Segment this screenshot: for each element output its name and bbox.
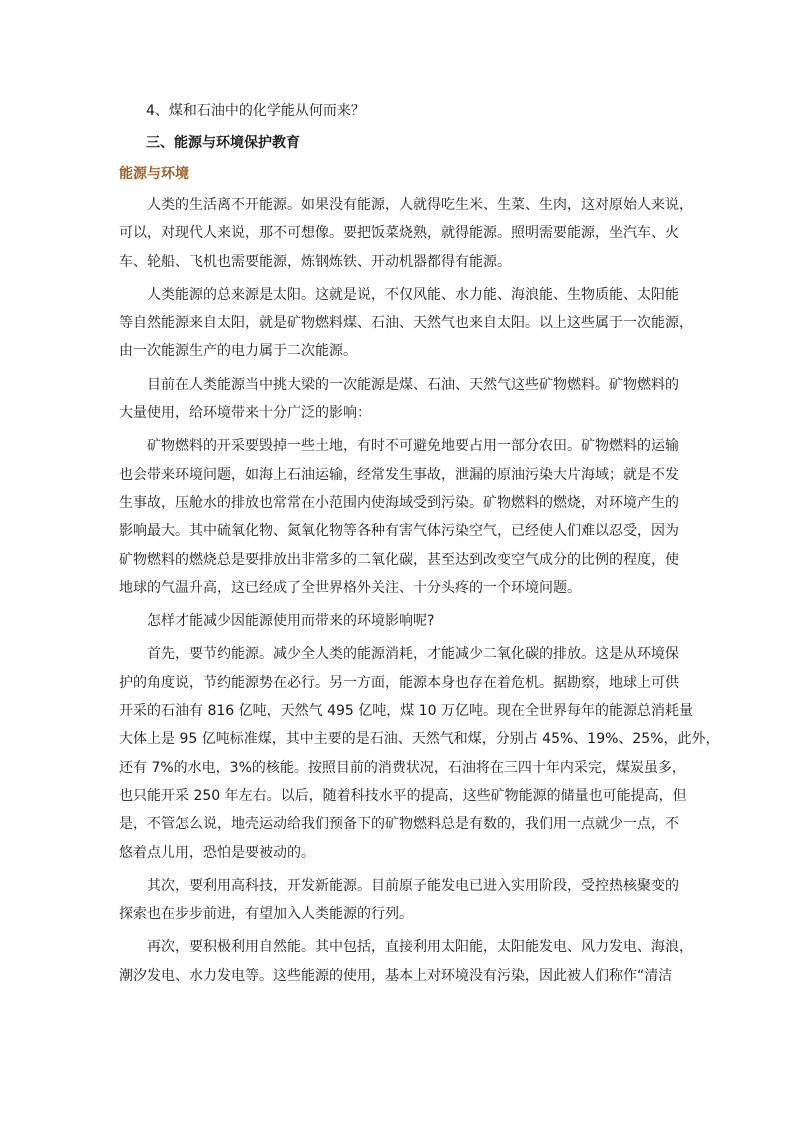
paragraph-line: 等自然能源来自太阳，就是矿物燃料煤、石油、天然气也来自太阳。以上这些属于一次能源， <box>119 315 693 332</box>
paragraph-line: 是，不管怎么说，地壳运动给我们预备下的矿物燃料总是有数的，我们用一点就少一点，不 <box>119 816 679 833</box>
paragraph-line: 护的角度说，节约能源势在必行。另一方面，能源本身也存在着危机。据勘察，地球上可供 <box>119 674 679 691</box>
paragraph-line: 生事故，压舱水的排放也常常在小范围内使海域受到污染。矿物燃料的燃烧，对环境产生的 <box>119 494 679 511</box>
paragraph-line: 矿物燃料的燃烧总是要排放出非常多的二氧化碳，甚至达到改变空气成分的比例的程度，使 <box>119 551 679 568</box>
question-item: 4、煤和石油中的化学能从何而来？ <box>146 103 365 119</box>
paragraph-line: 怎样才能减少因能源使用而带来的环境影响呢? <box>147 613 435 630</box>
paragraph <box>119 872 679 929</box>
paragraph-line: 悠着点儿用，恐怕是要被动的。 <box>119 844 315 861</box>
subheading: 能源与环境 <box>119 166 189 182</box>
paragraph <box>119 432 679 602</box>
paragraph-line: 矿物燃料的开采要毁掉一些土地，有时不可避免地要占用一部分农田。矿物燃料的运输 <box>147 438 679 455</box>
paragraph <box>119 281 693 366</box>
paragraph-line: 地球的气温升高，这已经成了全世界格外关注、十分头疼的一个环境问题。 <box>119 579 581 596</box>
paragraph-line: 影响最大。其中硫氧化物、氮氧化物等各种有害气体污染空气，已经使人们难以忍受，因为 <box>119 523 679 540</box>
paragraph-line: 还有 7%的水电，3%的核能。按照目前的消费状况，石油将在三四十年内采完，煤炭虽多， <box>119 759 686 776</box>
paragraph-line: 车、轮船、飞机也需要能源，炼钢炼铁、开动机器都得有能源。 <box>119 253 511 270</box>
paragraph-line: 大量使用，给环境带来十分广泛的影响： <box>119 405 371 422</box>
paragraph-line: 大体上是 95 亿吨标准煤，其中主要的是石油、天然气和煤，分别占 45%、19%、25%，此外， <box>119 731 720 748</box>
paragraph-line: 也会带来环境问题，如海上石油运输，经常发生事故，泄漏的原油污染大片海域；就是不发 <box>119 466 679 483</box>
paragraph-line: 探索也在步步前进，有望加入人类能源的行列。 <box>119 906 413 923</box>
paragraph-line: 潮汐发电、水力发电等。这些能源的使用，基本上对环境没有污染，因此被人们称作“清洁 <box>119 967 673 984</box>
paragraph-line: 首先，要节约能源。减少全人类的能源消耗，才能减少二氧化碳的排放。这是从环境保 <box>147 646 679 663</box>
paragraph-line: 再次，要积极利用自然能。其中包括，直接利用太阳能，太阳能发电、风力发电、海浪， <box>147 939 693 956</box>
paragraph-line: 目前在人类能源当中挑大梁的一次能源是煤、石油、天然气这些矿物燃料。矿物燃料的 <box>147 376 679 393</box>
paragraph-line: 人类的生活离不开能源。如果没有能源，人就得吃生米、生菜、生肉，这对原始人来说， <box>147 197 693 213</box>
paragraph-line: 可以，对现代人来说，那不可想像。要把饭菜烧熟，就得能源。照明需要能源，坐汽车、火 <box>119 225 679 242</box>
paragraph-line: 开采的石油有 816 亿吨，天然气 495 亿吨，煤 10 万亿吨。现在全世界每年的能源总消耗量 <box>119 703 693 720</box>
paragraph <box>119 191 693 276</box>
section-heading: 三、能源与环境保护教育 <box>146 135 300 151</box>
paragraph-line: 其次，要利用高科技，开发新能源。目前原子能发电已进入实用阶段，受控热核聚变的 <box>147 877 679 894</box>
paragraph <box>119 640 720 866</box>
paragraph-line: 人类能源的总来源是太阳。这就是说，不仅风能、水力能、海浪能、生物质能、太阳能 <box>147 286 679 303</box>
paragraph <box>119 607 675 635</box>
body-text <box>119 191 720 995</box>
paragraph-line: 由一次能源生产的电力属于二次能源。 <box>119 343 357 360</box>
paragraph <box>119 933 693 990</box>
paragraph <box>119 371 679 428</box>
paragraph-line: 也只能开采 250 年左右。以后，随着科技水平的提高，这些矿物能源的储量也可能提高，但 <box>119 787 687 804</box>
